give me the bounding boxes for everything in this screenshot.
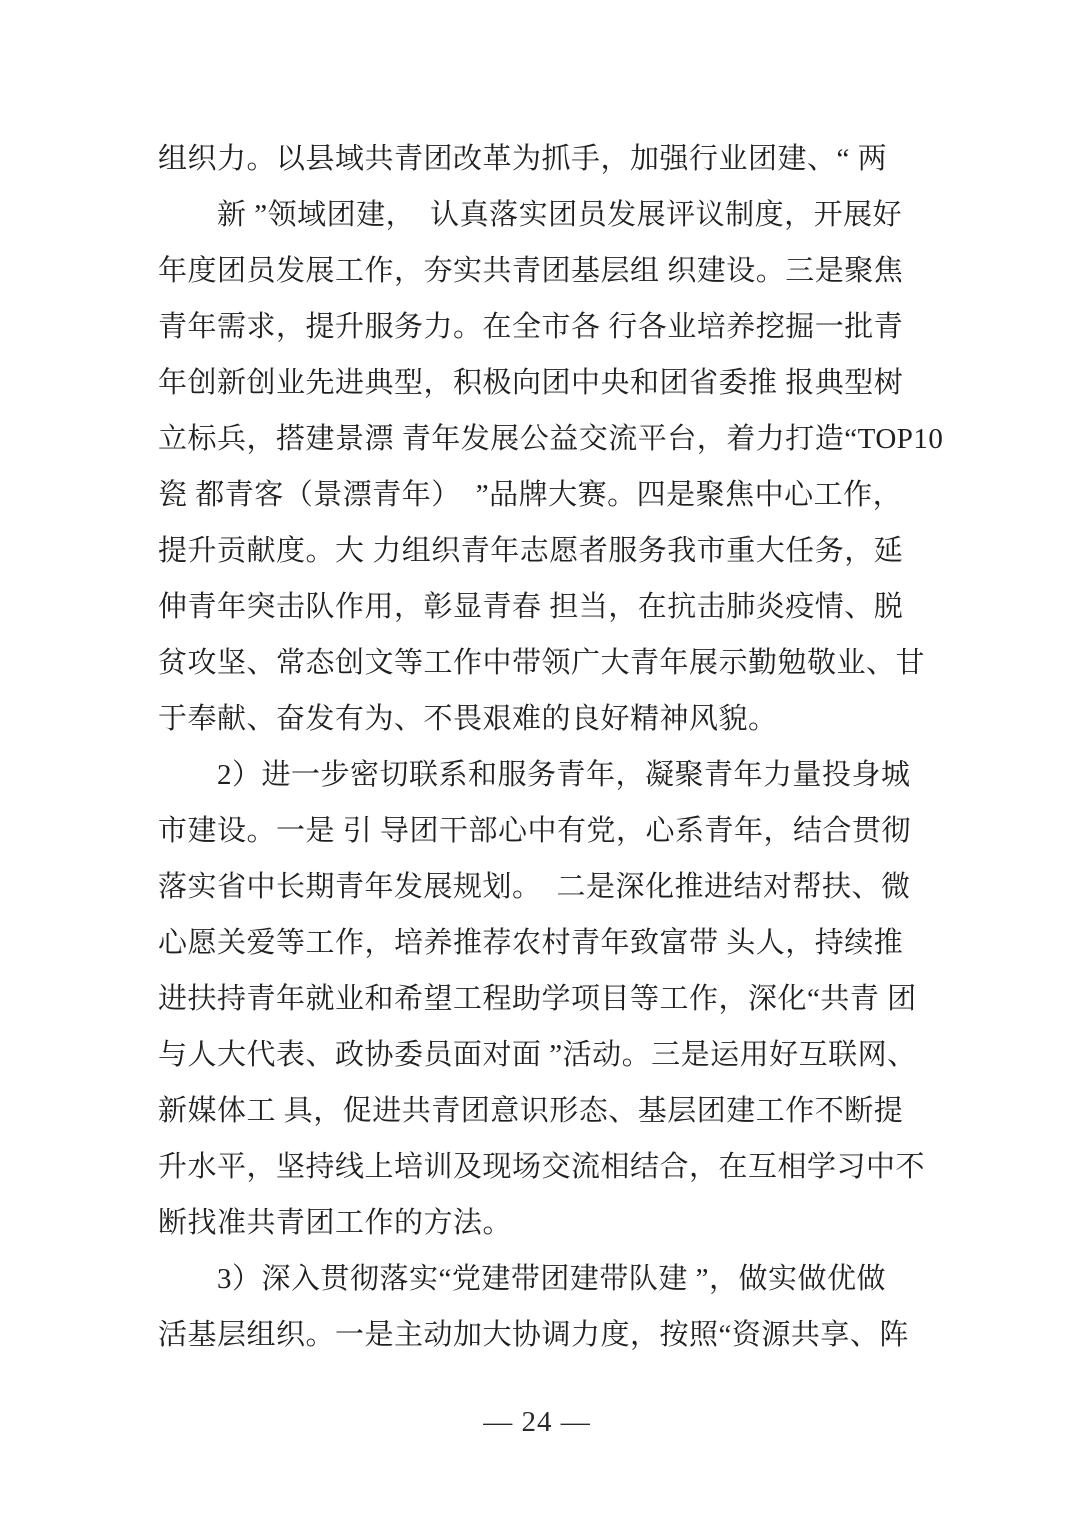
text-line: 年度团员发展工作，夯实共青团基层组 织建设。三是聚焦 [158,255,904,287]
text-line: 3）深入贯彻落实“党建带团建带队建 ”，做实做优做 [158,1263,886,1295]
text-line: 进扶持青年就业和希望工程助学项目等工作，深化“共青 团 [158,983,917,1015]
text-line: 立标兵，搭建景漂 青年发展公益交流平台，着力打造“TOP10 [158,423,944,455]
page-number: — 24 — [483,1406,591,1438]
text-line: 2）进一步密切联系和服务青年，凝聚青年力量投身城 [158,759,911,791]
text-line: 新媒体工 具，促进共青团意识形态、基层团建工作不断提 [158,1095,904,1127]
text-line: 提升贡献度。大 力组织青年志愿者服务我市重大任务，延 [158,535,904,567]
text-line: 组织力。以县域共青团改革为抓手，加强行业团建、“ 两 [158,143,888,175]
text-line: 贫攻坚、常态创文等工作中带领广大青年展示勤勉敬业、甘 [158,647,926,679]
document-text [158,131,958,1363]
text-line: 青年需求，提升服务力。在全市各 行各业培养挖掘一批青 [158,311,904,343]
text-line: 新 ”领域团建， 认真落实团员发展评议制度，开展好 [158,199,903,231]
text-line: 断找准共青团工作的方法。 [158,1207,513,1239]
text-line: 伸青年突击队作用，彰显青春 担当，在抗击肺炎疫情、脱 [158,591,904,623]
text-line: 心愿关爱等工作，培养推荐农村青年致富带 头人，持续推 [158,927,904,959]
text-line: 与人大代表、政协委员面对面 ”活动。三是运用好互联网、 [158,1039,917,1071]
text-line: 年创新创业先进典型，积极向团中央和团省委推 报典型树 [158,367,904,399]
text-line: 市建设。一是 引 导团干部心中有党，心系青年，结合贯彻 [158,815,912,847]
text-line: 升水平，坚持线上培训及现场交流相结合，在互相学习中不 [158,1151,926,1183]
text-line: 瓷 都青客（景漂青年） ”品牌大赛。四是聚焦中心工作， [158,479,903,511]
text-line: 落实省中长期青年发展规划。 二是深化推进结对帮扶、微 [158,871,911,903]
text-line: 于奉献、奋发有为、不畏艰难的良好精神风貌。 [158,703,778,735]
text-line: 活基层组织。一是主动加大协调力度，按照“资源共享、阵 [158,1319,909,1351]
